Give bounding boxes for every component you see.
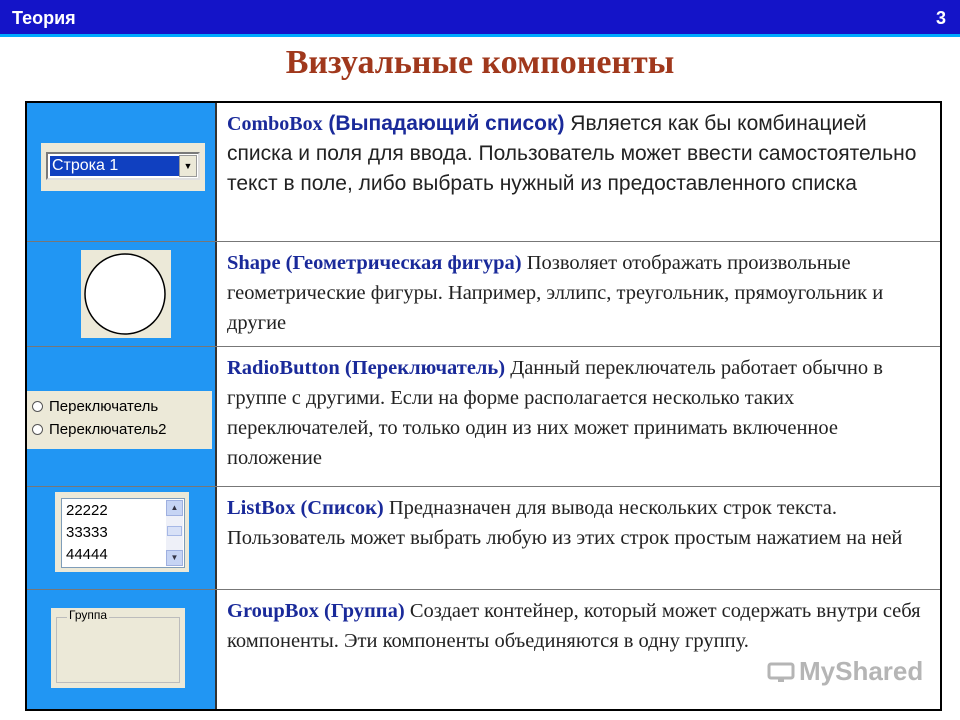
shape-description — [227, 248, 930, 338]
page-number: 3 — [935, 8, 946, 28]
page-title: Визуальные компоненты — [285, 44, 675, 81]
circle-shape-icon — [81, 250, 171, 338]
chevron-up-icon[interactable]: ▲ — [166, 500, 183, 516]
listbox-item[interactable]: 33333 — [66, 524, 108, 541]
radio-circle-icon — [32, 401, 43, 412]
radiobutton-text: Данный переключатель работает обычно в группе с другими. Если на форме располагается несколько таких переключателей, то только один из них может принимать включенное положение — [227, 357, 883, 469]
combobox-preview-panel — [41, 143, 205, 191]
watermark-text: MyShared — [799, 656, 924, 686]
myshared-logo-icon — [767, 662, 795, 684]
listbox-item[interactable]: 44444 — [66, 546, 108, 563]
combobox-text: Является как бы комбинацией списка и поля для ввода. Пользователь может ввести самостоятельно текст в поле, либо выбрать нужный из предоставленного списка — [227, 112, 917, 195]
shape-text: Позволяет отображать произвольные геометрические фигуры. Например, эллипс, треугольник, прямоугольник и другие — [227, 252, 884, 334]
radiobutton-description — [227, 353, 930, 473]
radio-option[interactable] — [32, 396, 158, 418]
listbox-preview-panel — [55, 492, 189, 572]
groupbox-description — [227, 596, 930, 656]
table-row-groupbox — [27, 590, 940, 709]
listbox-text: Предназначен для вывода нескольких строк текста. Пользователь может выбрать любую из этих строк простым нажатием на ней — [227, 497, 903, 549]
shape-preview-panel — [81, 250, 171, 338]
table-row-combobox — [27, 103, 940, 242]
listbox-item[interactable]: 22222 — [66, 502, 108, 519]
groupbox-preview-panel — [51, 608, 185, 688]
listbox-description — [227, 493, 930, 553]
combobox-selected-value: Строка 1 — [50, 156, 180, 176]
listbox-preview-cell — [27, 487, 217, 589]
shape-preview-cell — [27, 242, 217, 346]
listbox-scrollbar[interactable] — [166, 500, 183, 566]
chevron-down-icon[interactable]: ▼ — [166, 550, 183, 566]
combobox-widget[interactable] — [46, 152, 200, 180]
radiobutton-preview-cell — [27, 347, 217, 486]
listbox-widget[interactable] — [61, 498, 185, 568]
header-bar — [0, 0, 960, 37]
components-table — [25, 101, 942, 711]
table-row-radiobutton — [27, 347, 940, 487]
table-row-listbox — [27, 487, 940, 590]
combobox-term: (Выпадающий список) — [322, 112, 565, 135]
shape-keyword: Shape (Геометрическая фигура) — [227, 252, 522, 274]
radiobutton-preview-panel — [27, 391, 212, 449]
radiobutton-keyword: RadioButton (Переключатель) — [227, 357, 506, 379]
scroll-thumb[interactable] — [167, 526, 182, 536]
groupbox-text: Создает контейнер, который может содержать внутри себя компоненты. Эти компоненты объединяются в одну группу. — [227, 600, 921, 652]
watermark — [767, 656, 923, 687]
section-label: Теория — [12, 8, 76, 28]
groupbox-widget — [56, 617, 180, 683]
table-row-shape — [27, 242, 940, 347]
combobox-preview-cell — [27, 103, 217, 241]
groupbox-caption: Группа — [69, 608, 108, 622]
combobox-description — [227, 109, 930, 199]
groupbox-keyword: GroupBox (Группа) — [227, 600, 405, 622]
radio-circle-icon — [32, 424, 43, 435]
radio-option-label: Переключатель2 — [49, 421, 167, 438]
radio-option-label: Переключатель — [49, 398, 159, 415]
radio-option[interactable] — [32, 419, 167, 441]
listbox-keyword: ListBox (Список) — [227, 497, 384, 519]
groupbox-preview-cell — [27, 590, 217, 709]
chevron-down-icon[interactable]: ▼ — [179, 155, 197, 177]
combobox-keyword: ComboBox — [227, 113, 323, 135]
